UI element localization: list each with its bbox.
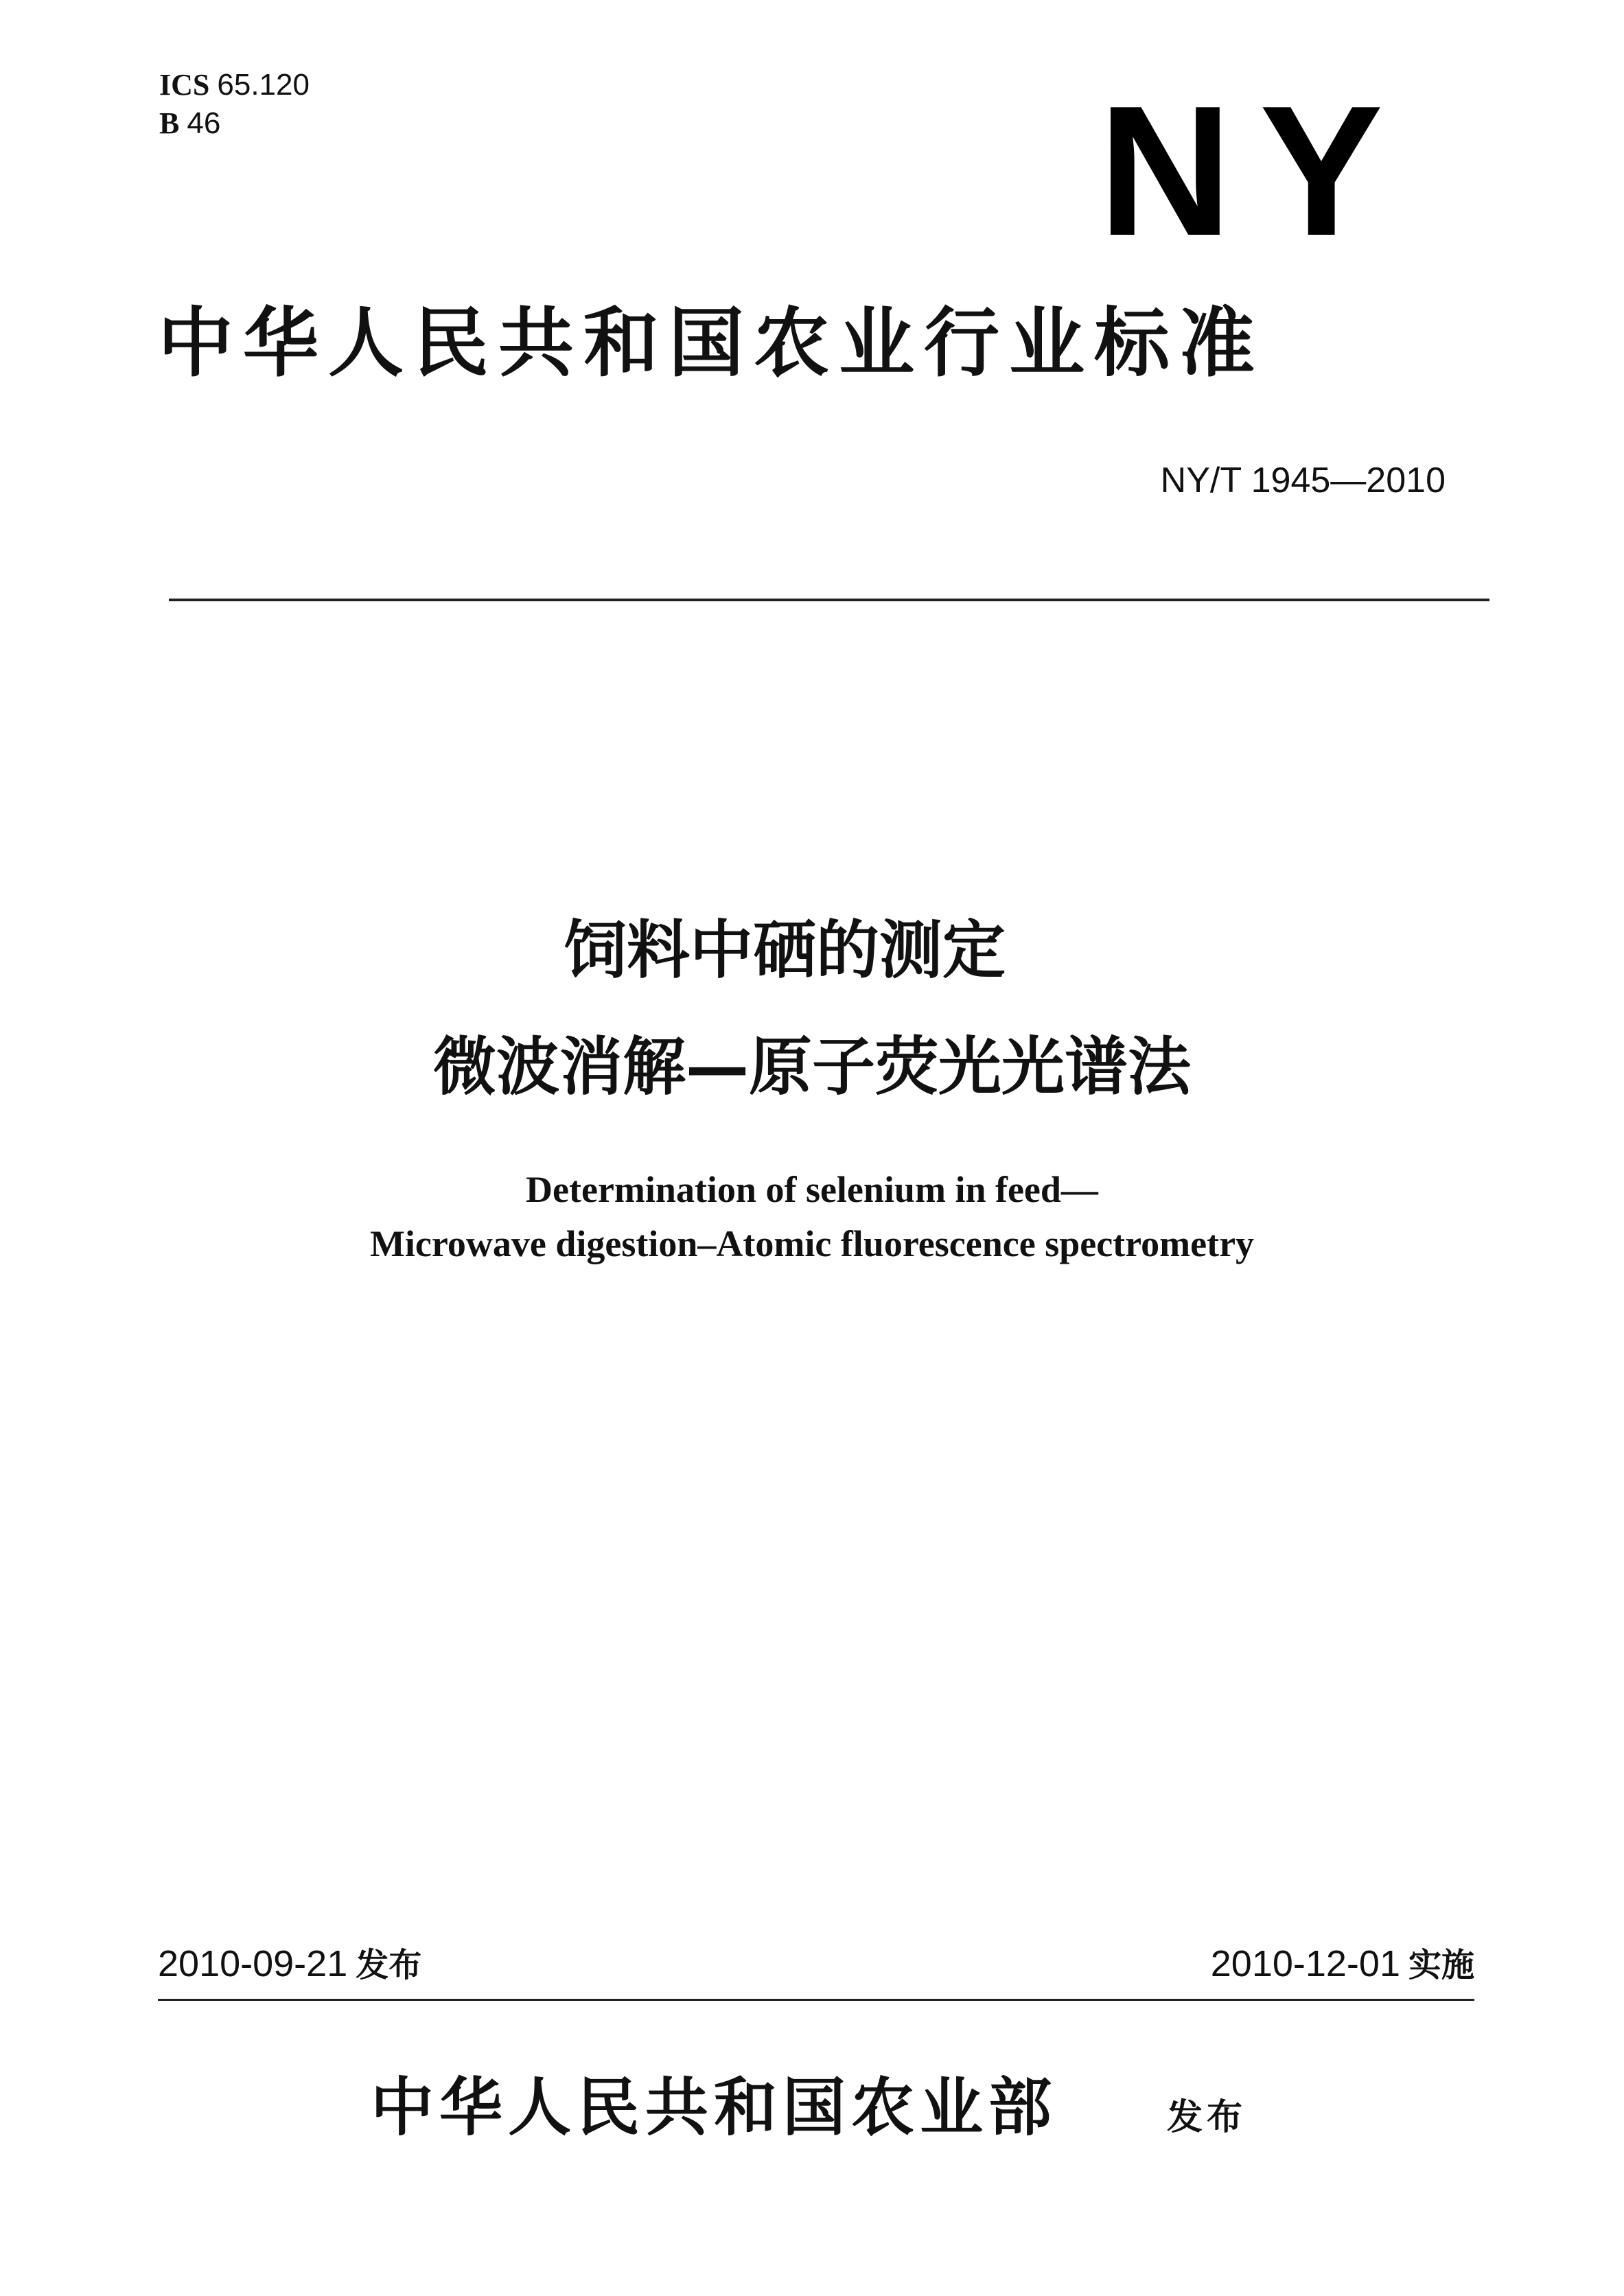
issuer-title: 中华人民共和国农业行业标准 bbox=[158, 299, 1264, 387]
publisher-name: 中华人民共和国农业部 bbox=[371, 2070, 1058, 2144]
header-divider bbox=[169, 599, 1489, 601]
ccs-code bbox=[159, 104, 310, 143]
ics-number: 65.120 bbox=[217, 68, 310, 102]
title-cn-line1: 饲料中硒的测定 bbox=[563, 914, 1006, 987]
implement-date: 2010-12-01 bbox=[1210, 1943, 1400, 1984]
ics-code bbox=[159, 66, 310, 104]
footer-divider bbox=[158, 1999, 1474, 2001]
ccs-number: 46 bbox=[187, 106, 221, 140]
ics-label: ICS bbox=[159, 68, 210, 102]
implement-label: 实施 bbox=[1408, 1946, 1474, 1984]
publisher-suffix: 发布 bbox=[1167, 2096, 1247, 2138]
issue-label: 发布 bbox=[356, 1946, 422, 1984]
title-en-line1: Determination of selenium in feed— bbox=[526, 1169, 1098, 1210]
issue-date-block bbox=[158, 1941, 421, 1988]
title-en-line2: Microwave digestion–Atomic fluorescence spectrometry bbox=[369, 1223, 1255, 1264]
ny-logo: NY bbox=[1098, 68, 1411, 275]
standard-code: NY/T 1945—2010 bbox=[1160, 461, 1446, 500]
classification-codes bbox=[159, 66, 310, 143]
title-cn-line2: 微波消解—原子荧光光谱法 bbox=[432, 1030, 1191, 1104]
ccs-label: B bbox=[159, 106, 180, 140]
implement-date-block bbox=[1211, 1941, 1474, 1988]
issue-date: 2010-09-21 bbox=[158, 1943, 348, 1984]
